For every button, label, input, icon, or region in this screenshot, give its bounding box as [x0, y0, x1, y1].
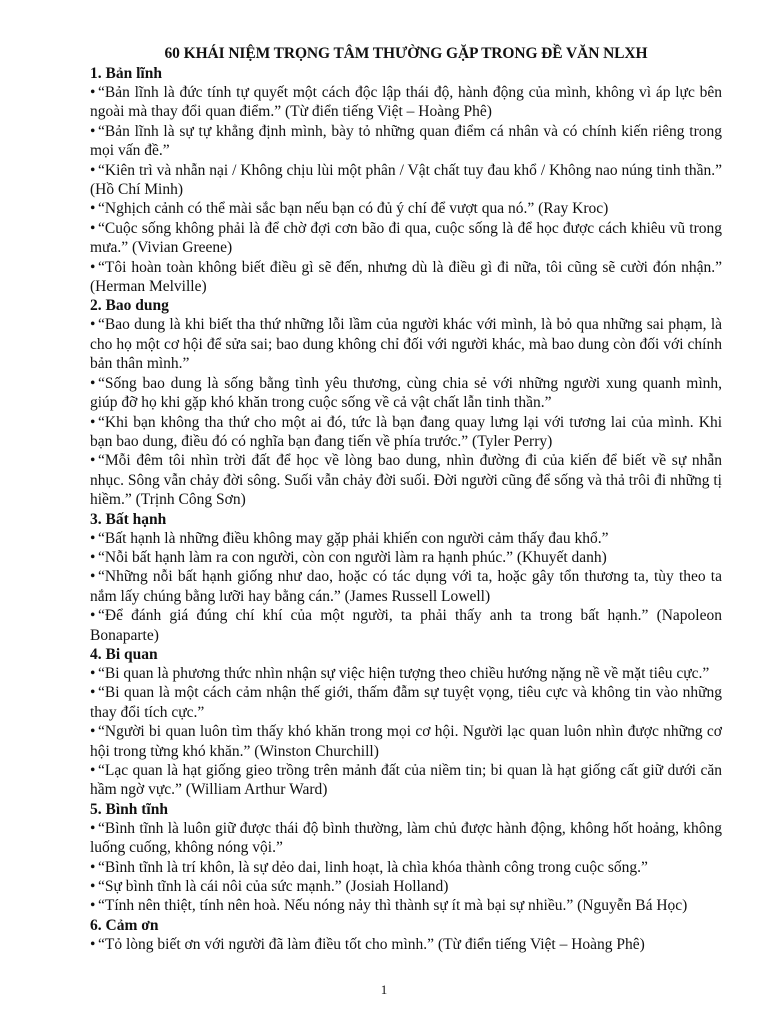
quote-item [90, 529, 722, 548]
section-heading: 4. Bi quan [90, 645, 158, 663]
quote-item [90, 548, 722, 567]
page-number: 1 [380, 982, 388, 997]
bullet-icon: • [90, 723, 96, 741]
section-heading: 2. Bao dung [90, 297, 169, 315]
bullet-icon: • [90, 664, 96, 682]
quote-text: “Bản lĩnh là sự tự khẳng định mình, bày tỏ những quan điểm cá nhân và có chính kiến riêng trong mọi vấn đề.” [90, 122, 722, 160]
quote-text: “Cuộc sống không phải là để chờ đợi cơn bão đi qua, cuộc sống là để học được cách khiêu vũ trong mưa.” (Vivian Greene) [90, 219, 722, 257]
quote-item [90, 664, 722, 683]
bullet-icon: • [90, 258, 96, 276]
document-body [90, 64, 722, 954]
bullet-icon: • [90, 84, 96, 101]
quote-item [90, 877, 722, 896]
quote-item [90, 567, 722, 606]
bullet-icon: • [90, 568, 96, 586]
bullet-icon: • [90, 858, 96, 876]
quote-item [90, 199, 722, 218]
quote-item [90, 374, 722, 413]
quote-item [90, 606, 722, 645]
quote-text: “Bao dung là khi biết tha thứ những lỗi lầm của người khác với mình, là bỏ qua những sai phạm, là cho họ một cơ hội để sửa sai; bao dung không chỉ đối với người khác, mà bao dung còn đối với chính bản thân mình.” [90, 316, 722, 373]
section-heading: 6. Cảm ơn [90, 916, 159, 934]
bullet-icon: • [90, 161, 96, 179]
quote-text: “Bi quan là một cách cảm nhận thế giới, thấm đẫm sự tuyệt vọng, tiêu cực và không tin vào những thay đổi tích cực.” [90, 684, 722, 721]
quote-item [90, 315, 722, 373]
bullet-icon: • [90, 684, 96, 702]
quote-text: “Sống bao dung là sống bằng tình yêu thương, cùng chia sẻ với những người xung quanh mình, giúp đỡ họ khi gặp khó khăn trong cuộc sống về cả vật chất lẫn tinh thần.” [90, 374, 722, 412]
quote-text: “Bình tĩnh là trí khôn, là sự dẻo dai, linh hoạt, là chìa khóa thành công trong cuộc sống.” [98, 858, 648, 876]
bullet-icon: • [90, 219, 96, 237]
quote-item [90, 683, 722, 722]
quote-item [90, 161, 722, 200]
quote-item [90, 819, 722, 858]
quote-item [90, 258, 722, 297]
quote-item [90, 122, 722, 161]
quote-text: “Nghịch cảnh có thể mài sắc bạn nếu bạn có đủ ý chí để vượt qua nó.” (Ray Kroc) [98, 200, 609, 218]
quote-text: “Nỗi bất hạnh làm ra con người, còn con người làm ra hạnh phúc.” (Khuyết danh) [98, 548, 607, 566]
quote-item [90, 935, 722, 954]
quote-text: “Bất hạnh là những điều không may gặp phải khiến con người cảm thấy đau khổ.” [98, 529, 609, 547]
quote-text: “Lạc quan là hạt giống gieo trồng trên mảnh đất của niềm tin; bi quan là hạt giống cất giữ dưới căn hầm ngờ vực.” (William Arthur Ward) [90, 762, 722, 799]
quote-item [90, 761, 722, 800]
quote-text: “Tỏ lòng biết ơn với người đã làm điều tốt cho mình.” (Từ điển tiếng Việt – Hoàng Phê) [98, 935, 645, 953]
bullet-icon: • [90, 935, 96, 953]
bullet-icon: • [90, 529, 96, 547]
quote-text: “Bình tĩnh là luôn giữ được thái độ bình thường, làm chủ được hành động, không hốt hoảng, không luống cuống, không nóng vội.” [90, 819, 722, 857]
quote-text: “Sự bình tĩnh là cái nôi của sức mạnh.” (Josiah Holland) [98, 878, 449, 896]
quote-item [90, 896, 722, 915]
quote-text: “Để đánh giá đúng chí khí của một người, ta phải thấy anh ta trong bất hạnh.” (Napoleon Bonaparte) [90, 607, 722, 644]
quote-text: “Người bi quan luôn tìm thấy khó khăn trong mọi cơ hội. Người lạc quan luôn nhìn được những cơ hội trong từng khó khăn.” (Winston Churchill) [90, 723, 722, 760]
bullet-icon: • [90, 897, 96, 915]
bullet-icon: • [90, 819, 96, 837]
quote-item [90, 451, 722, 509]
bullet-icon: • [90, 607, 96, 625]
quote-text: “Bản lĩnh là đức tính tự quyết một cách độc lập thái độ, hành động của mình, không vì áp lực bên ngoài mà thay đổi quan điểm.” (Từ điển tiếng Việt – Hoàng Phê) [90, 84, 722, 121]
bullet-icon: • [90, 413, 96, 431]
document-title: 60 KHÁI NIỆM TRỌNG TÂM THƯỜNG GẶP TRONG ĐỀ VĂN NLXH [164, 45, 648, 62]
quote-item [90, 413, 722, 452]
bullet-icon: • [90, 200, 96, 218]
section-heading: 3. Bất hạnh [90, 510, 167, 528]
quote-text: “Tính nên thiệt, tính nên hoà. Nếu nóng nảy thì thành sự ít mà bại sự nhiều.” (Nguyễn Bá Học) [98, 897, 688, 915]
quote-item [90, 219, 722, 258]
quote-item [90, 858, 722, 877]
bullet-icon: • [90, 878, 96, 896]
bullet-icon: • [90, 374, 96, 392]
quote-text: “Kiên trì và nhẫn nại / Không chịu lùi một phân / Vật chất tuy đau khổ / Không nao núng tinh thần.” (Hồ Chí Minh) [90, 161, 722, 199]
bullet-icon: • [90, 762, 96, 779]
section-heading: 5. Bình tĩnh [90, 800, 168, 818]
section-heading: 1. Bản lĩnh [90, 65, 162, 82]
bullet-icon: • [90, 548, 96, 566]
quote-text: “Những nỗi bất hạnh giống như dao, hoặc có tác dụng với ta, hoặc gây tổn thương ta, tùy theo ta nắm lấy chúng bằng lưỡi hay bằng cán.” (James Russell Lowell) [90, 568, 722, 605]
quote-item [90, 83, 722, 122]
quote-item [90, 722, 722, 761]
bullet-icon: • [90, 452, 96, 470]
bullet-icon: • [90, 316, 96, 334]
quote-text: “Khi bạn không tha thứ cho một ai đó, tức là bạn đang quay lưng lại với tương lai của mình. Khi bạn bao dung, điều đó có nghĩa bạn đang tiến về phía trước.” (Tyler Perry) [90, 413, 722, 450]
bullet-icon: • [90, 122, 96, 140]
quote-text: “Tôi hoàn toàn không biết điều gì sẽ đến, nhưng dù là điều gì đi nữa, tôi cũng sẽ cười đón nhận.” (Herman Melville) [90, 258, 722, 296]
quote-text: “Mỗi đêm tôi nhìn trời đất để học về lòng bao dung, nhìn đường đi của kiến để biết về sự nhẫn nhục. Sông vẫn chảy đời sông. Suối vẫn chảy đời suối. Đời người cũng để sống và thả trôi đi những tị hiềm.” (Trịnh Công Sơn) [90, 452, 722, 509]
quote-text: “Bi quan là phương thức nhìn nhận sự việc hiện tượng theo chiều hướng nặng nề về mặt tiêu cực.” [98, 664, 710, 682]
